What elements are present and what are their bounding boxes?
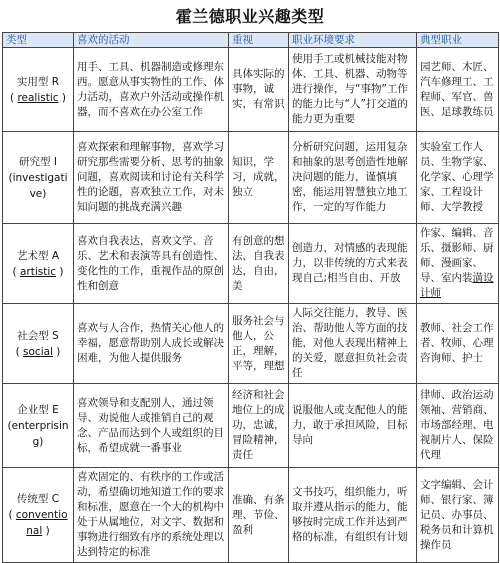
environment-cell: 分析研究问题，运用复杂和抽象的思考创造性地解决问题的能力，谨慎填密，能运用智慧独立地工作，一定的写作能力 (289, 132, 417, 224)
type-english: (investigative) (8, 171, 68, 200)
page-title: 霍兰德职业兴趣类型 (175, 7, 325, 26)
environment-cell: 创造力，对情感的表现能力，以非传统的方式来表现自己;相当自由、开放 (289, 224, 417, 304)
values-cell: 服务社会与他人，公正，理解，平等，理想 (229, 304, 289, 384)
activities-cell: 喜欢领导和支配别人，通过领导、劝说他人或推销自己的观念、产品而达到个人或组织的目标，希望成就一番事业 (74, 384, 229, 468)
table-row (3, 132, 499, 224)
table-header-row (3, 33, 499, 48)
header-type: 类型 (3, 33, 74, 48)
environment-cell: 说服他人或支配他人的能力，敢于承担风险，目标导向 (289, 384, 417, 468)
header-activities: 喜欢的活动 (74, 33, 229, 48)
environment-cell: 使用手工或机械技能对物体、工具、机器、动物等进行操作，与“事物”工作的能力比与“人”打交道的能力更为重要 (289, 48, 417, 132)
jobs-cell: 文字编辑、会计师、银行家、簿记员、办事员、税务员和计算机操作员 (417, 468, 499, 563)
values-cell: 准确、有条理、节俭、盈利 (229, 468, 289, 563)
values-cell: 知识，学习，成就，独立 (229, 132, 289, 224)
environment-cell: 文书技巧，组织能力，听取并遵从指示的能力，能够按时完成工作并达到严格的标准，有组织有计划 (289, 468, 417, 563)
activities-cell: 喜欢自我表达，喜欢文学、音乐、艺术和表演等具有创造性、变化性的工作，重视作品的原创性和创意 (74, 224, 229, 304)
values-cell: 有创意的想法，自我表达，自由，美 (229, 224, 289, 304)
activities-cell: 喜欢固定的、有秩序的工作或活动，希望确切地知道工作的要求和标准，愿意在一个大的机构中处于从属地位，对文字、数据和事物进行细致有序的系统处理以达到特定的标准 (74, 468, 229, 563)
holland-type-table (2, 32, 499, 563)
header-values: 重视 (229, 33, 289, 48)
type-name: 研究型 I (19, 155, 57, 168)
type-name: 企业型 E (17, 403, 59, 416)
type-english: ( social ) (15, 345, 61, 358)
header-jobs: 典型职业 (417, 33, 499, 48)
activities-cell: 喜欢探索和理解事物，喜欢学习研究那些需要分析、思考的抽象问题，喜欢阅读和讨论有关科学性的论题，喜欢独立工作，对未知问题的挑战充满兴趣 (74, 132, 229, 224)
jobs-cell: 律师、政治运动领袖、营销商、市场部经理、电视制片人、保险代理 (417, 384, 499, 468)
table-row (3, 304, 499, 384)
type-english: ( realistic ) (10, 91, 66, 104)
type-name: 艺术型 A (16, 249, 60, 262)
type-cell (3, 132, 74, 224)
type-cell (3, 48, 74, 132)
jobs-cell: 实验室工作人员、生物学家、化学家、心理学家、工程设计师、大学教授 (417, 132, 499, 224)
table-row (3, 48, 499, 132)
type-name: 实用型 R (16, 75, 60, 88)
jobs-cell: 园艺师、木匠、汽车修理工、工程师、军官、兽医、足球教练员 (417, 48, 499, 132)
activities-cell: 喜欢与人合作，热情关心他人的幸福，愿意帮助别人成长或解决困难，为他人提供服务 (74, 304, 229, 384)
type-cell (3, 468, 74, 563)
type-cell (3, 224, 74, 304)
type-english: (enterprising) (7, 419, 69, 448)
header-environment: 职业环境要求 (289, 33, 417, 48)
values-cell: 具体实际的事物，诚实，有常识 (229, 48, 289, 132)
jobs-cell: 作家、编辑、音乐、摄影师、厨师、漫画家、导、室内装潢设计师 (417, 224, 499, 304)
type-name: 社会型 S (17, 329, 59, 342)
table-row (3, 384, 499, 468)
jobs-cell: 教师、社会工作者、牧师、心理咨询师、护士 (417, 304, 499, 384)
table-row (3, 468, 499, 563)
type-cell (3, 384, 74, 468)
type-english: ( artistic ) (12, 265, 64, 278)
activities-cell: 用手、工具、机器制造或修理东西。愿意从事实物性的工作、体力活动，喜欢户外活动或操作机器，而不喜欢在办公室工作 (74, 48, 229, 132)
type-cell (3, 304, 74, 384)
values-cell: 经济和社会地位上的成功，忠诚，冒险精神，责任 (229, 384, 289, 468)
table-row (3, 224, 499, 304)
type-english: ( conventional ) (8, 509, 68, 537)
type-name: 传统型 C (16, 493, 60, 505)
environment-cell: 人际交往能力，教导、医治、帮助他人等方面的技能，对他人表现出精神上的关爱，愿意担负社会责任 (289, 304, 417, 384)
